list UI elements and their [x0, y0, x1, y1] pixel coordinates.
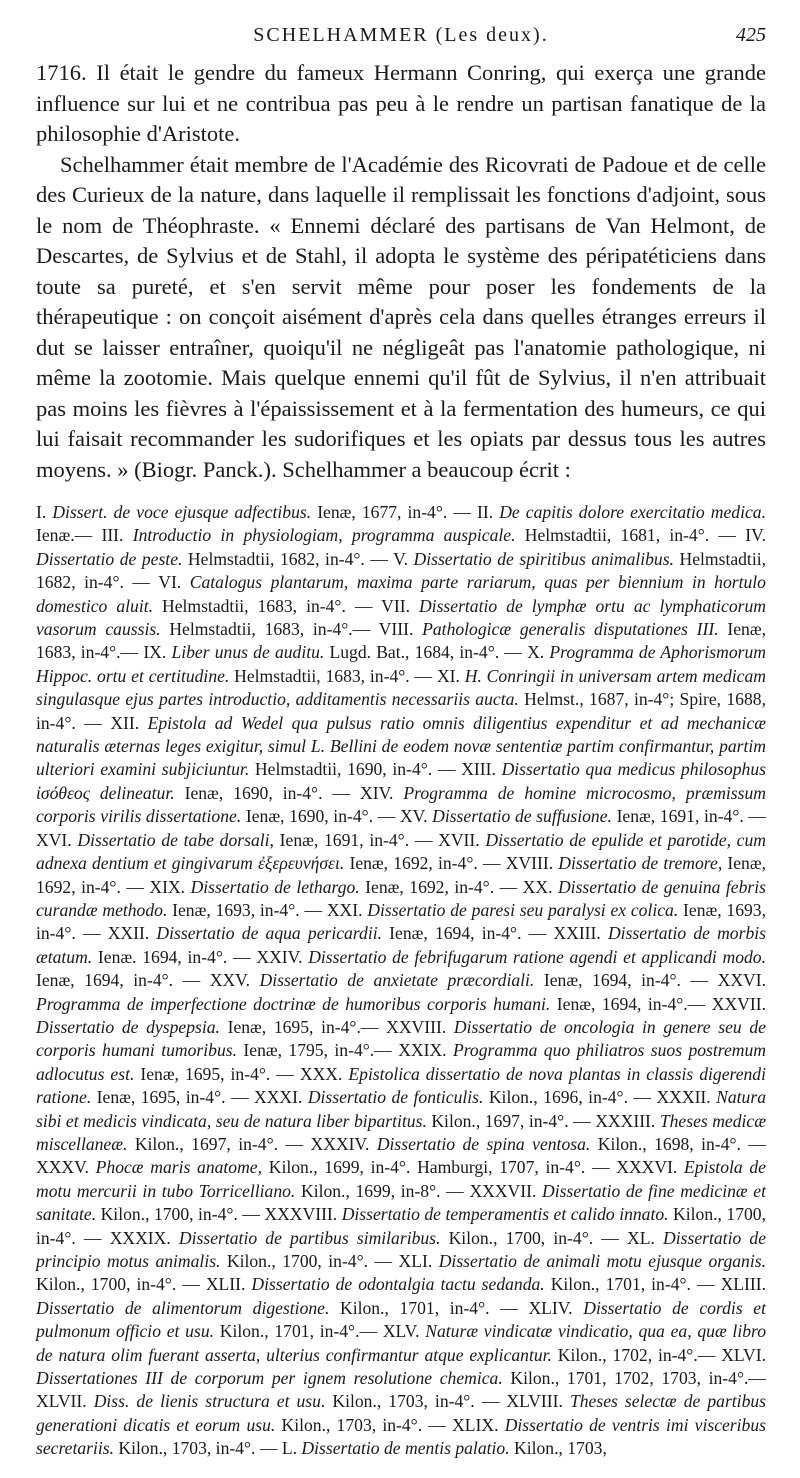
- entry-publication: Kilon., 1701, in-4°. —: [544, 1274, 721, 1295]
- entry-publication: Ienæ, 1694, in-4°. —: [382, 923, 554, 944]
- entry-number: XXI.: [326, 899, 368, 920]
- entry-number: XXIII.: [553, 923, 608, 944]
- entry-number: XXXVI.: [616, 1157, 685, 1178]
- entry-number: XLII.: [205, 1274, 252, 1295]
- bibliography-entry: [36, 1157, 616, 1177]
- body-paragraph: 1716. Il était le gendre du fameux Hermann Conring, qui exerça une grande influence sur lui et ne contribua pas peu à le rendre un partisan fanatique de la philosophie d'Aristote.: [36, 60, 766, 146]
- entry-number: XXIV.: [256, 946, 309, 967]
- entry-title: Dissertatio de partibus similaribus.: [178, 1227, 441, 1248]
- entry-number: XLIII.: [720, 1274, 766, 1295]
- entry-title: Dissertatio de paresi seu paralysi ex colica.: [367, 899, 679, 920]
- entry-title: Dissertatio de fine medicinæ et sanitate.: [36, 1180, 766, 1225]
- entry-publication: Helmstadtii, 1683, in-4°. —: [153, 595, 382, 616]
- entry-number: VI.: [158, 572, 190, 593]
- entry-publication: Ienæ, 1693, in-4°. —: [36, 899, 766, 944]
- entry-title: Epistola de motu mercurii in tubo Torricelliano.: [36, 1157, 766, 1201]
- bibliography-entry: [36, 830, 438, 850]
- entry-publication: Ienæ, 1691, in-4°. —: [611, 806, 766, 827]
- entry-number: XXXV.: [36, 1157, 96, 1178]
- entry-publication: Kilon., 1700, in-4°. —: [96, 1204, 265, 1225]
- entry-title: Liber unus de auditu.: [171, 642, 325, 663]
- running-head: SCHELHAMMER (Les deux).: [253, 24, 549, 46]
- entry-number: XIV.: [360, 782, 404, 803]
- bibliography-entry: [108, 923, 554, 943]
- entry-number: VII.: [381, 595, 419, 616]
- entry-title: Naturæ vindicatæ vindicatio, qua ea, quæ libro de natura olim fuerant asserta, ulterius confirmantur atque explicantur.: [36, 1321, 766, 1365]
- entry-publication: Ienæ, 1694, in-4°. —: [534, 970, 718, 991]
- entry-publication: Kilon., 1701, in-4°. —: [329, 1297, 529, 1318]
- entry-publication: Kilon., 1700, in-4°. —: [36, 1204, 766, 1248]
- bibliography-entry: [36, 1391, 506, 1411]
- entry-title: Dissertatio de spina ventosa.: [376, 1133, 591, 1154]
- bibliography-entry: [210, 970, 718, 990]
- entry-number: XI.: [436, 665, 465, 686]
- bibliography-entry: [36, 502, 477, 522]
- entry-number: XXXI.: [254, 1087, 308, 1108]
- entry-number: XL.: [627, 1227, 664, 1248]
- entry-number: II.: [477, 502, 500, 522]
- entry-number: XVIII.: [505, 853, 559, 874]
- entry-number: XXVI.: [717, 970, 766, 991]
- entry-number: XX.: [522, 876, 558, 897]
- entry-publication: Ienæ, 1692, in-4°. —: [344, 853, 506, 874]
- entry-number: XLIX.: [452, 1414, 505, 1435]
- entry-title: Natura sibi et medicis vindicata, seu de natura liber bipartitus.: [36, 1087, 767, 1131]
- entry-title: Dissertatio de oncologia in genere seu de corporis humani tumoribus.: [36, 1016, 766, 1061]
- entry-number: XXVII.: [711, 993, 766, 1014]
- entry-title: Dissertatio de tremore,: [558, 853, 723, 874]
- entry-publication: Ienæ, 1691, in-4°. —: [273, 829, 439, 850]
- entry-title: Dissertatio de cordis et pulmonum officio et usu.: [36, 1297, 767, 1342]
- entry-title: Dissertatio de morbis ætatum.: [36, 923, 766, 967]
- body-paragraph: Schelhammer était membre de l'Académie des Ricovrati de Padoue et de celle des Curieux de la nature, dans laquelle il remplissait les fonctions d'adjoint, sous le nom de Théophraste. « Ennemi déclaré des partisans de Van Helmont, de Descartes, de Sylvius et de Stahl, il adopta le système des péripatéticiens dans toute sa pureté, et s'en servit même pour poser les fondements de la thérapeutique : on conçoit aisément d'après cela dans quelles étranges erreurs il dut se laisser entraîner, quoiqu'il ne négligeât pas l'anatomie pathologique, ni même la zootomie. Mais quelque ennemi qu'il fût de Sylvius, il n'en attribuait pas moins les fièvres à l'épaississement et à la fermentation des humeurs, ce qui lui faisait recommander les sudorifiques et les opiats par dessus tous les autres moyens. » (Biogr. Panck.). Schelhammer a beaucoup écrit :: [36, 151, 766, 482]
- entry-publication: Ienæ, 1693, in-4°. —: [167, 899, 327, 920]
- entry-number: XXII.: [107, 923, 157, 944]
- entry-number: XXXIX.: [109, 1227, 179, 1248]
- entry-publication: Ienæ, 1690, in-4°. —: [241, 806, 400, 827]
- entry-publication: Ienæ, 1695, in-4°. —: [91, 1087, 254, 1108]
- entry-publication: Helmst., 1687, in-4°; Spire, 1688, in-4°. —: [36, 689, 766, 733]
- entry-number: X.: [527, 642, 550, 663]
- bibliography: [36, 501, 766, 1461]
- entry-publication: Kilon., 1699, in-4°. Hamburgi, 1707, in-4°. —: [262, 1157, 617, 1178]
- entry-publication: Kilon., 1702, in-4°.—: [551, 1344, 722, 1365]
- entry-title: Dissertatio de suffusione.: [432, 806, 612, 827]
- entry-title: Dissertatio de genuina febris curandæ methodo.: [36, 876, 766, 920]
- entry-publication: Kilon., 1701, 1702, 1703, in-4°.—: [502, 1368, 766, 1389]
- entry-number: XLVI.: [721, 1344, 766, 1365]
- entry-publication: Helmstadtii, 1690, in-4°. —: [249, 759, 462, 780]
- entry-title: Dissertatio de dyspepsia.: [36, 1016, 220, 1037]
- entry-number: IV.: [745, 525, 766, 546]
- entry-number: IX.: [143, 642, 172, 663]
- entry-title: Phocæ maris anatome,: [95, 1157, 263, 1178]
- entry-number: XII.: [110, 712, 148, 733]
- entry-publication: Kilon., 1703, in-4°. —: [114, 1438, 282, 1459]
- entry-title: Dissertatio de principio motus animalis.: [36, 1227, 767, 1271]
- entry-title: De capitis dolore exercitatio medica.: [499, 502, 766, 522]
- page: [36, 18, 766, 1461]
- entry-title: Dissertatio de spiritibus animalibus.: [413, 548, 674, 569]
- entry-number: XLVIII.: [506, 1391, 570, 1412]
- entry-title: Dissertatio qua medicus philosophus ἰσόθεος delineatur.: [36, 759, 766, 803]
- entry-number: XXXIV.: [310, 1133, 377, 1154]
- entry-publication: Helmstadtii, 1682, in-4°. —: [36, 548, 766, 593]
- entry-title: Dissertatio de tabe dorsali,: [77, 829, 274, 850]
- entry-publication: Kilon., 1703,: [509, 1438, 607, 1459]
- entry-publication: Helmstadtii, 1683, in-4°. —: [229, 665, 437, 686]
- entry-number: XIX.: [149, 876, 191, 897]
- entry-number: XXV.: [209, 970, 260, 991]
- entry-title: Programma quo philiatros suos postremum adlocutus est.: [36, 1040, 767, 1084]
- entry-number: XLIV.: [528, 1297, 584, 1318]
- entry-number: XLVII.: [36, 1391, 94, 1412]
- entry-number: III.: [101, 525, 133, 546]
- entry-publication: Lugd. Bat., 1684, in-4°. —: [324, 642, 528, 663]
- entry-title: Dissertatio de aqua pericardii.: [156, 923, 383, 944]
- entry-publication: Kilon., 1697, in-4°. —: [426, 1110, 596, 1131]
- entry-publication: Ienæ, 1677, in-4°. —: [311, 502, 478, 522]
- entry-number: L.: [281, 1438, 302, 1459]
- entry-publication: Kilon., 1703, in-4°. —: [325, 1391, 507, 1412]
- entry-title: Dissertatio de animali motu ejusque organis.: [438, 1251, 766, 1271]
- entry-title: Dissertatio de peste.: [36, 548, 183, 569]
- entry-number: XIII.: [461, 759, 502, 780]
- entry-number: XVII.: [438, 829, 486, 850]
- entry-publication: Kilon., 1699, in-8°. —: [295, 1180, 470, 1201]
- bibliography-entry: [206, 1274, 721, 1294]
- entry-title: Dissertationes III de corporum per ignem resolutione chemica.: [36, 1368, 503, 1389]
- entry-title: Theses medicæ miscellaneæ.: [36, 1110, 766, 1154]
- bibliography-entry: [110, 1228, 627, 1248]
- entry-title: Epistola ad Wedel qua pulsus ratio omnis diligentius expenditur et ad mechanicæ naturalis æternas leges exigitur, simul L. Bellini de eodem novæ sententiæ partim confirmantur, partim ulteriori examini subjiciuntur.: [36, 712, 766, 780]
- entry-publication: Kilon., 1700, in-4°. —: [440, 1227, 628, 1248]
- entry-publication: Kilon., 1701, in-4°.—: [214, 1321, 383, 1342]
- entry-title: Catalogus plantarum, maxima parte rariarum, quas per biennium in hortulo domestico aluit.: [36, 572, 766, 616]
- page-header: [36, 18, 766, 58]
- entry-title: Dissertatio de anxietate præcordiali.: [259, 970, 535, 991]
- entry-publication: Ienæ, 1690, in-4°. —: [174, 782, 361, 803]
- entry-title: Dissertatio de febrifugarum ratione agendi et applicandi modo.: [308, 946, 767, 967]
- bibliography-entry: [311, 1134, 766, 1154]
- entry-publication: Ienæ, 1694, in-4°.—: [550, 993, 712, 1014]
- entry-title: Diss. de lienis structura et usu.: [93, 1391, 326, 1412]
- entry-title: Dissertatio de epulide et parotide, cum adnexa dentium et gingivarum ἐξερευνήσει.: [36, 829, 766, 874]
- entry-number: XXXVIII.: [264, 1204, 342, 1225]
- entry-number: VIII.: [378, 619, 423, 640]
- entry-title: Dissertatio de ventris imi visceribus secretariis.: [36, 1414, 766, 1459]
- entry-publication: Ienæ, 1692, in-4°. —: [359, 876, 523, 897]
- entry-title: Dissertatio de alimentorum digestione.: [36, 1297, 330, 1318]
- entry-title: Dissertatio de mentis palatio.: [301, 1438, 510, 1459]
- entry-publication: Ienæ, 1694, in-4°. —: [36, 970, 210, 991]
- entry-publication: Helmstadtii, 1682, in-4°. —: [182, 548, 394, 569]
- entry-title: Dissertatio de odontalgia tactu sedanda.: [251, 1274, 545, 1295]
- entry-title: Programma de Aphorismorum Hippoc. ortu et certitudine.: [36, 642, 766, 686]
- entry-publication: Ienæ, 1695, in-4°.—: [219, 1016, 387, 1037]
- entry-number: XVI.: [36, 829, 78, 850]
- entry-publication: Kilon., 1696, in-4°. —: [483, 1087, 657, 1108]
- body-text: [36, 58, 766, 485]
- entry-number: XXXIII.: [595, 1110, 660, 1131]
- entry-publication: Ienæ, 1683, in-4°.—: [36, 619, 766, 663]
- entry-publication: Ienæ.—: [36, 525, 102, 546]
- entry-title: Theses selectæ de partibus generationi dicatis et eorum usu.: [36, 1391, 767, 1435]
- entry-number: XV.: [399, 806, 433, 827]
- entry-publication: Ienæ, 1692, in-4°. —: [36, 853, 766, 897]
- entry-number: XLI.: [398, 1251, 439, 1271]
- entry-number: XXVIII.: [386, 1016, 454, 1037]
- entry-title: Dissertatio de temperamentis et calido innato.: [341, 1204, 669, 1225]
- bibliography-entry: [101, 525, 745, 545]
- bibliography-entry: [143, 642, 527, 662]
- entry-number: XXXVII.: [469, 1180, 543, 1201]
- entry-title: Programma de imperfectione doctrinæ de humoribus corporis humani.: [36, 993, 551, 1014]
- entry-title: Programma de homine microcosmo, præmissum corporis virilis dissertatione.: [36, 782, 766, 827]
- page-number: 425: [736, 24, 766, 46]
- entry-publication: Ienæ, 1695, in-4°. —: [134, 1063, 300, 1084]
- entry-publication: Kilon., 1700, in-4°. —: [36, 1274, 206, 1295]
- entry-title: Pathologicæ generalis disputationes III.: [422, 619, 719, 640]
- bibliography-entry: [282, 1438, 607, 1458]
- entry-number: V.: [393, 548, 414, 569]
- entry-title: Dissert. de voce ejusque adfectibus.: [52, 502, 312, 522]
- entry-publication: Kilon., 1700, in-4°. —: [220, 1251, 399, 1271]
- entry-number: XXX.: [299, 1063, 349, 1084]
- entry-title: Dissertatio de lymphæ ortu ac lymphaticorum vasorum caussis.: [36, 595, 766, 640]
- entry-title: Introductio in physiologiam, programma auspicale.: [132, 525, 516, 546]
- entry-publication: Kilon., 1703, in-4°. —: [275, 1414, 453, 1435]
- entry-publication: Ienæ, 1795, in-4°.—: [237, 1040, 399, 1061]
- entry-publication: Helmstadtii, 1683, in-4°.—: [160, 619, 379, 640]
- entry-publication: Ienæ. 1694, in-4°. —: [92, 946, 257, 967]
- entry-title: Dissertatio de fonticulis.: [307, 1087, 484, 1108]
- entry-publication: Kilon., 1698, in-4°. —: [590, 1133, 766, 1154]
- bibliography-entry: [254, 1087, 656, 1107]
- entry-publication: Kilon., 1697, in-4°. —: [127, 1133, 311, 1154]
- entry-title: Epistolica dissertatio de nova plantas in classis digerendi ratione.: [36, 1063, 766, 1108]
- entry-title: H. Conringii in universam artem medicam singulasque ejus partes introductio, additamentis necessariis aucta.: [36, 665, 766, 710]
- entry-number: XXXII.: [656, 1087, 717, 1108]
- bibliography-entry: [149, 877, 522, 897]
- entry-publication: Helmstadtii, 1681, in-4°. —: [515, 525, 746, 546]
- entry-number: XXIX.: [398, 1040, 453, 1061]
- entry-title: Dissertatio de lethargo.: [190, 876, 360, 897]
- entry-number: I.: [36, 502, 53, 522]
- bibliography-entry: [400, 806, 766, 826]
- entry-number: XLV.: [382, 1321, 426, 1342]
